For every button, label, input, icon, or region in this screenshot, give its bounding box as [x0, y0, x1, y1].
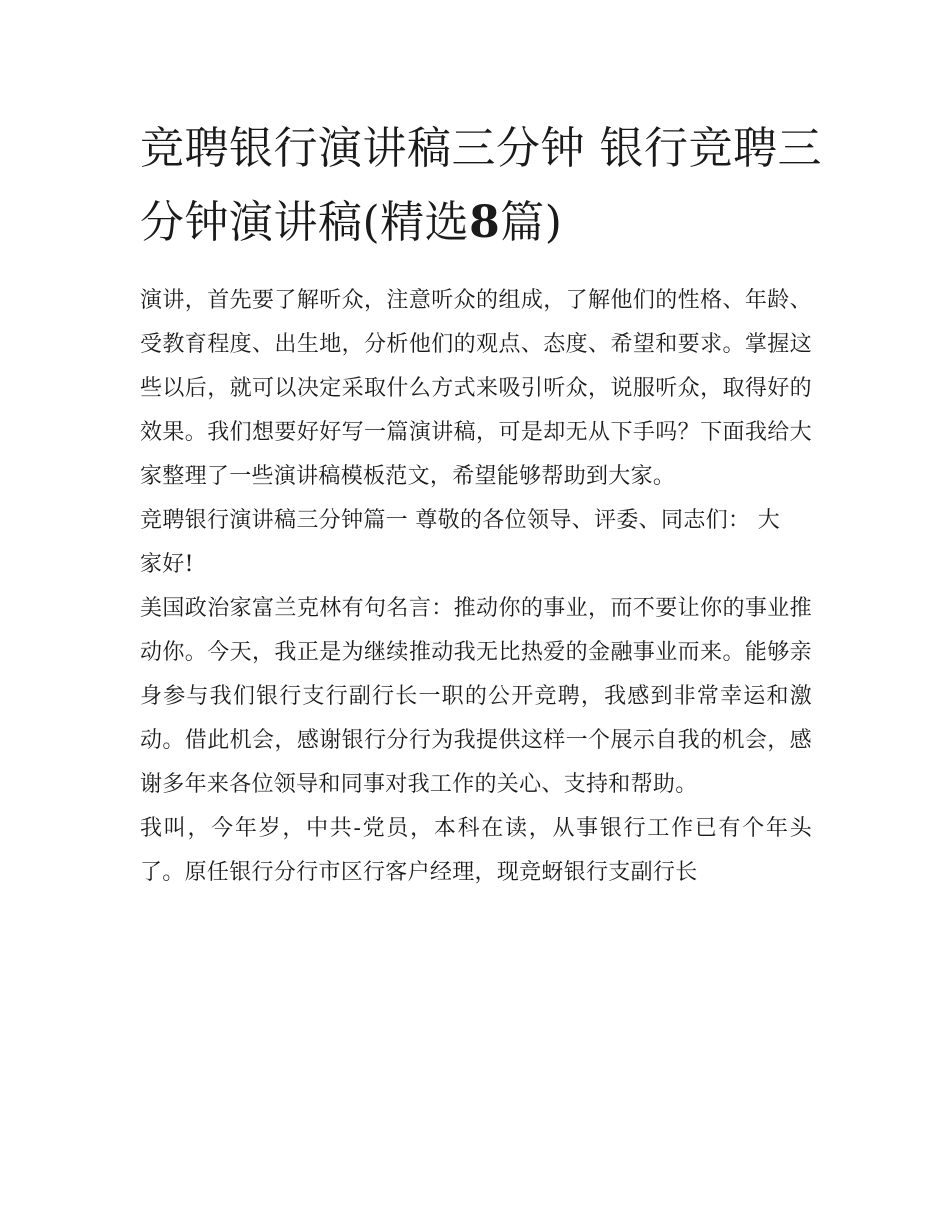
title-text: 竞聘银行演讲稿三分钟 银行竞聘三分钟演讲稿(精选 [140, 123, 822, 248]
title-number: 8 [469, 197, 501, 248]
quote-paragraph: 美国政治家富兰克林有句名言：推动你的事业，而不要让你的事业推动你。今天，我正是为继续推动我无比热爱的金融事业而来。能够亲身参与我们银行支行副行长一职的公开竞聘，我感到非常幸运和激动。借此机会，感谢银行分行为我提供这样一个展示自我的机会，感谢多年来各位领导和同事对我工作的关心、支持和帮助。 [140, 596, 812, 797]
section-heading-paragraph: 竞聘银行演讲稿三分钟篇一 尊敬的各位领导、评委、同志们： 大家好! [140, 508, 780, 577]
document-title [140, 112, 830, 260]
intro-paragraph: 演讲，首先要了解听众，注意听众的组成，了解他们的性格、年龄、受教育程度、出生地，分析他们的观点、态度、希望和要求。掌握这些以后，就可以决定采取什么方式来吸引听众，说服听众，取得好的效果。我们想要好好写一篇演讲稿，可是却无从下手吗？下面我给大家整理了一些演讲稿模板范文，希望能够帮助到大家。 [140, 288, 812, 489]
document-body [140, 279, 812, 895]
title-suffix: 篇) [500, 197, 563, 248]
self-intro-paragraph: 我叫，今年岁，中共-党员，本科在读，从事银行工作已有个年头了。原任银行分行市区行客户经理，现竞蚜银行支副行长 [140, 816, 812, 885]
